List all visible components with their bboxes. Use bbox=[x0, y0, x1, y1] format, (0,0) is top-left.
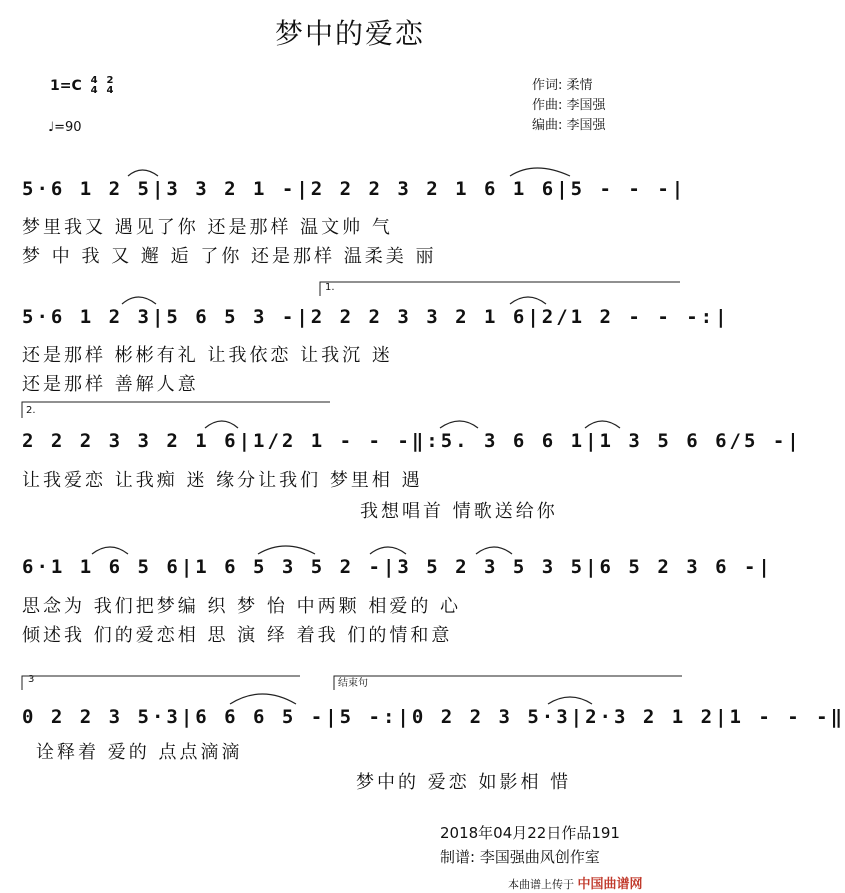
lyrics-row-3-verse-1: 让我爱恋 让我痴 迷 缘分让我们 梦里相 遇 bbox=[22, 470, 423, 491]
slur-r1-b bbox=[510, 168, 570, 176]
lyrics-row-3-verse-2: 我想唱首 情歌送给你 bbox=[360, 501, 558, 522]
ending-bracket bbox=[334, 676, 682, 690]
slur-r3-b bbox=[440, 421, 478, 428]
notation-row-3: 2 2 2 3 3 2 1 6|1/2 1 - - -‖:5. 3 6 6 1|1 3 5 6 6/5 -| bbox=[22, 430, 802, 452]
slur-r2-b bbox=[510, 297, 546, 304]
volta-label-1: 1. bbox=[325, 282, 335, 293]
ending-section-label: 结束句 bbox=[338, 678, 368, 689]
volta-bracket-2 bbox=[22, 402, 330, 418]
time-sig-1-num: 4 bbox=[90, 75, 98, 86]
lyrics-row-4-verse-1: 思念为 我们把梦编 织 梦 怡 中两颗 相爱的 心 bbox=[22, 596, 462, 617]
slur-r4-c bbox=[370, 547, 406, 554]
slur-r4-d bbox=[476, 547, 512, 554]
volta-bracket-1 bbox=[320, 282, 680, 296]
composer-credit: 作曲: 李国强 bbox=[532, 98, 606, 113]
lyrics-row-1-verse-2: 梦 中 我 又 邂 逅 了你 还是那样 温柔美 丽 bbox=[22, 246, 437, 267]
arranger-credit: 编曲: 李国强 bbox=[532, 118, 606, 133]
key-label: 1=C bbox=[50, 78, 82, 94]
lyrics-row-5-verse-1: 诠释着 爱的 点点滴滴 bbox=[36, 742, 243, 763]
lyrics-row-2-verse-2: 还是那样 善解人意 bbox=[22, 374, 199, 395]
volta-label-3: 3 bbox=[28, 674, 35, 685]
slur-r5-b bbox=[548, 697, 592, 704]
tempo-marking: ♩=90 bbox=[48, 120, 82, 135]
time-sig-2-den: 4 bbox=[106, 85, 114, 96]
slur-r2-a bbox=[122, 297, 156, 304]
producer-credit: 制谱: 李国强曲风创作室 bbox=[440, 848, 600, 866]
slur-r3-a bbox=[205, 421, 238, 428]
lyrics-row-4-verse-2: 倾述我 们的爱恋相 思 演 绎 着我 们的情和意 bbox=[22, 625, 453, 646]
lyrics-row-2-verse-1: 还是那样 彬彬有礼 让我依恋 让我沉 迷 bbox=[22, 345, 393, 366]
notation-row-1: 5·6 1 2 5|3 3 2 1 -|2 2 2 3 2 1 6 1 6|5 - - -| bbox=[22, 178, 687, 200]
slur-r4-a bbox=[92, 547, 128, 554]
slur-r4-b bbox=[258, 546, 315, 554]
notation-row-2: 5·6 1 2 3|5 6 5 3 -|2 2 2 3 3 2 1 6|2/1 2 - - -:| bbox=[22, 306, 730, 328]
upload-text: 本曲谱上传于 bbox=[508, 878, 574, 891]
lyrics-row-1-verse-1: 梦里我又 遇见了你 还是那样 温文帅 气 bbox=[22, 217, 393, 238]
volta-bracket-3 bbox=[22, 676, 300, 690]
time-sig-2-num: 2 bbox=[106, 75, 114, 86]
song-title: 梦中的爱恋 bbox=[274, 17, 425, 50]
slur-r3-c bbox=[585, 421, 620, 428]
composition-date: 2018年04月22日作品191 bbox=[440, 824, 620, 842]
time-sig-1-den: 4 bbox=[90, 85, 98, 96]
notation-row-5: 0 2 2 3 5·3|6 6 6 5 -|5 -:|0 2 2 3 5·3|2·3 2 1 2|1 - - -‖ bbox=[22, 706, 845, 728]
volta-label-2: 2. bbox=[26, 405, 36, 416]
lyricist-credit: 作词: 柔情 bbox=[532, 78, 593, 93]
notation-row-4: 6·1 1 6 5 6|1 6 5 3 5 2 -|3 5 2 3 5 3 5|6 5 2 3 6 -| bbox=[22, 556, 773, 578]
slur-r5-a bbox=[230, 694, 296, 704]
site-watermark: 中国曲谱网 bbox=[577, 877, 643, 892]
lyrics-row-5-verse-2: 梦中的 爱恋 如影相 惜 bbox=[356, 772, 572, 793]
slur-r1-a bbox=[128, 170, 158, 176]
